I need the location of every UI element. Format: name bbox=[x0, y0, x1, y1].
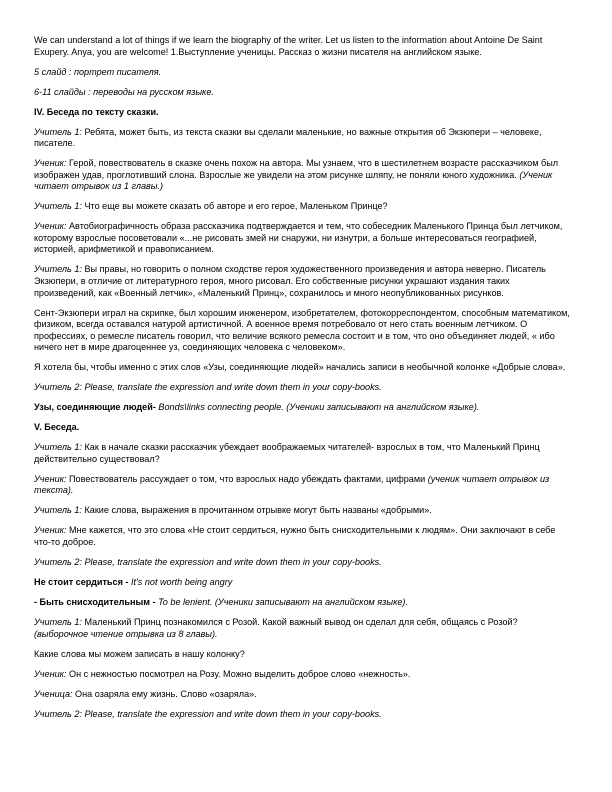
vocabulary-entry bbox=[34, 402, 574, 414]
line-text: Маленький Принц познакомился с Розой. Какой важный вывод он сделал для себя, общаясь с Розой? bbox=[81, 616, 518, 627]
line-text: Она озаряла ему жизнь. Слово «озаряла». bbox=[72, 688, 257, 699]
speaker-label: Учитель 1: bbox=[34, 126, 82, 137]
speaker-label: Ученик: bbox=[34, 525, 67, 536]
intro-paragraph: We can understand a lot of things if we learn the biography of the writer. Let us listen to the information about Antoine De Saint Exupery. Anya, you are welcome! 1.Выступление ученицы. Рассказ о жизни писателя на английском языке. bbox=[34, 35, 543, 57]
slide-note-portrait: 5 слайд : портрет писателя. bbox=[34, 66, 162, 77]
line-text: Please, translate the expression and write down them in your copy-books. bbox=[81, 708, 382, 719]
dialogue-line bbox=[34, 158, 574, 193]
speaker-label: Ученик: bbox=[34, 668, 67, 679]
line-text: Он с нежностью посмотрел на Розу. Можно выделить доброе слово «нежность». bbox=[66, 668, 411, 679]
vocabulary-entry bbox=[34, 597, 574, 609]
vocabulary-entry bbox=[34, 577, 574, 589]
line-text: Повествователь рассуждает о том, что взрослых надо убеждать фактами, цифрами bbox=[66, 473, 428, 484]
line-text: Ребята, может быть, из текста сказки вы сделали маленькие, но важные открытия об Экзюпери – человеке, писателе. bbox=[34, 126, 542, 149]
vocabulary-term: Узы, соединяющие людей- bbox=[34, 402, 156, 413]
line-text: Мне кажется, что это слова «Не стоит сердиться, нужно быть снисходительными к людям». Они заключают в себе что-то доброе. bbox=[34, 525, 556, 548]
dialogue-line bbox=[34, 505, 574, 517]
dialogue-line bbox=[34, 525, 574, 548]
dialogue-line bbox=[34, 442, 574, 465]
vocabulary-translation: To be lenient. (Ученики записывают на английском языке). bbox=[155, 597, 408, 607]
dialogue-line bbox=[34, 127, 574, 150]
speaker-label: Учитель 1: bbox=[34, 616, 82, 627]
line-text: Герой, повествователь в сказке очень похож на автора. Мы узнаем, что в шестилетнем возрасте рассказчиком был изображен удав, проглотивший слона. Взрослые же увидели на этом рисунке шляпу, не поняли юного художника. bbox=[34, 158, 559, 180]
body-paragraph: Сент-Экзюпери играл на скрипке, был хорошим инженером, изобретателем, фотокорреспондентом, способным математиком, физиком, всегда оставался натурой артистичной. А военное время потребовало от него стать военным летчиком. О профессиях, о ремесле писатель говорил, что величие всякого ремесла состоит и в том, что оно объединяет людей, « ибо ничего нет в мире драгоценнее уз, соединяющих человека с человеком». bbox=[34, 307, 570, 353]
speaker-label: Ученик: bbox=[34, 158, 67, 169]
dialogue-line bbox=[34, 709, 574, 721]
speaker-label: Ученик: bbox=[34, 473, 67, 484]
dialogue-line bbox=[34, 264, 574, 299]
speaker-label: Учитель 1: bbox=[34, 442, 82, 453]
vocabulary-translation: It's not worth being angry bbox=[128, 577, 233, 588]
stage-note: (ученик читает отрывок из текста). bbox=[34, 473, 550, 496]
speaker-label: Учитель 2: bbox=[34, 708, 82, 719]
dialogue-line bbox=[34, 669, 574, 681]
line-text: Как в начале сказки рассказчик убеждает воображаемых читателей- взрослых в том, что Маленький Принц действительно существовал? bbox=[34, 442, 540, 464]
dialogue-line bbox=[34, 557, 574, 569]
stage-note: (выборочное чтение отрывка из 8 главы). bbox=[34, 628, 218, 639]
line-text: Please, translate the expression and write down them in your copy-books. bbox=[81, 557, 382, 568]
body-paragraph: Какие слова мы можем записать в нашу колонку? bbox=[34, 648, 245, 659]
vocabulary-term: - Быть снисходительным - bbox=[34, 597, 156, 607]
dialogue-line bbox=[34, 617, 574, 640]
line-text: Вы правы, но говорить о полном сходстве героя художественного произведения и автора неверно. Писатель Экзюпери, в отличие от литературного героя, много рисовал. Его собственные рисунки украшают издания таких произведений, как «Военный летчик», «Маленький Принц», сохранилось и много неопубликованных рисунков. bbox=[34, 264, 546, 298]
dialogue-line bbox=[34, 689, 574, 701]
speaker-label: Учитель 1: bbox=[34, 505, 82, 516]
speaker-label: Учитель 2: bbox=[34, 557, 82, 568]
dialogue-line bbox=[34, 382, 574, 394]
line-text: Please, translate the expression and write down them in your copy-books. bbox=[81, 382, 382, 393]
body-paragraph: Я хотела бы, чтобы именно с этих слов «Узы, соединяющие людей» начались записи в необычной колонке «Добрые слова». bbox=[34, 362, 566, 373]
stage-note: (Ученик читает отрывок из 1 главы.) bbox=[34, 169, 553, 192]
vocabulary-term: Не стоит сердиться - bbox=[34, 577, 129, 588]
vocabulary-translation: Bonds\links connecting people. ( bbox=[155, 402, 290, 413]
section-heading-v: V. Беседа. bbox=[34, 422, 80, 433]
speaker-label: Ученица: bbox=[34, 688, 73, 699]
stage-note: Ученики записывают на английском языке). bbox=[289, 402, 480, 413]
dialogue-line bbox=[34, 474, 574, 497]
line-text: Автобиографичность образа рассказчика подтверждается и тем, что собеседник Маленького Принца был летчиком, которому взрослые посоветовали «...не рисовать змей ни снаружи, ни изнутри, а больше интересоваться географией, историей, арифметикой и правописанием. bbox=[34, 221, 563, 255]
speaker-label: Учитель 1: bbox=[34, 264, 82, 275]
speaker-label: Учитель 1: bbox=[34, 201, 82, 212]
speaker-label: Ученик: bbox=[34, 221, 67, 232]
section-heading-iv: IV. Беседа по тексту сказки. bbox=[34, 106, 159, 117]
speaker-label: Учитель 2: bbox=[34, 382, 82, 393]
slide-note-translations: 6-11 слайды : переводы на русском языке. bbox=[34, 86, 214, 97]
line-text: Что еще вы можете сказать об авторе и его герое, Маленьком Принце? bbox=[81, 201, 388, 212]
dialogue-line bbox=[34, 221, 574, 256]
line-text: Какие слова, выражения в прочитанном отрывке могут быть названы «добрыми». bbox=[81, 505, 432, 516]
dialogue-line bbox=[34, 201, 574, 213]
